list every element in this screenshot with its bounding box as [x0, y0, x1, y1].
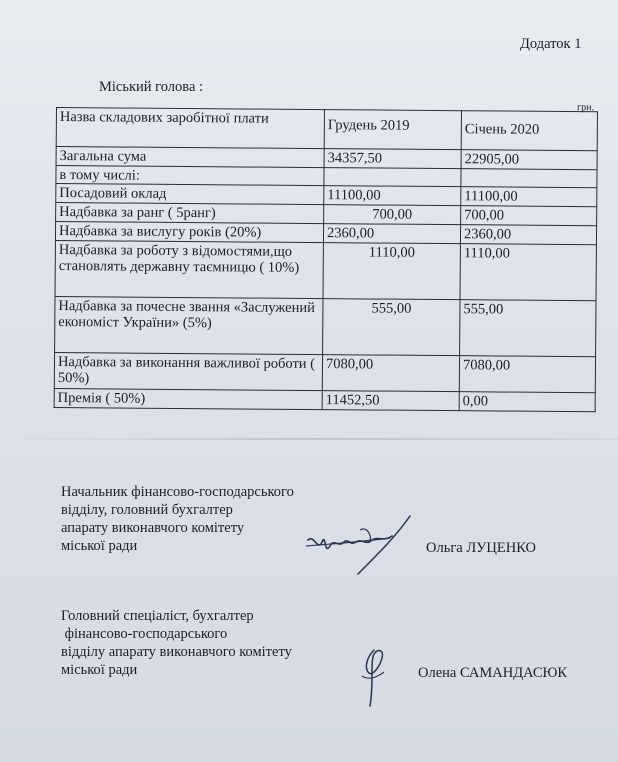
salary-table — [54, 102, 598, 412]
signer2-title-line: фінансово-господарського — [61, 626, 228, 642]
row-jan: 0,00 — [459, 392, 595, 412]
row-name: Надбавка за ранг ( 5ранг) — [56, 203, 324, 224]
table-header-row — [56, 108, 597, 151]
currency-unit: грн. — [577, 102, 595, 114]
table-row — [54, 352, 595, 392]
row-jan: 1110,00 — [460, 244, 596, 301]
row-jan — [461, 169, 597, 188]
row-jan: 2360,00 — [460, 225, 596, 245]
appendix-label: Додаток 1 — [520, 36, 582, 52]
row-name: Премія ( 50%) — [54, 388, 322, 409]
row-jan: 11100,00 — [461, 187, 597, 207]
signer2-title-line: відділу апарату виконавчого комітету — [61, 644, 292, 660]
row-name: Надбавка за виконання важливої роботи ( 50%) — [54, 352, 322, 390]
row-dec: 7080,00 — [322, 355, 459, 392]
row-jan: 7080,00 — [459, 356, 595, 393]
row-jan: 555,00 — [460, 300, 596, 357]
signature-1 — [300, 512, 420, 584]
signer2-title-line: Головний спеціаліст, бухгалтер — [61, 608, 254, 624]
column-header-jan: грн. Січень 2020 — [461, 111, 597, 151]
signer1-title-line: Начальник фінансово-господарського — [61, 484, 294, 500]
row-dec: 11452,50 — [322, 391, 459, 411]
row-dec: 34357,50 — [324, 149, 461, 169]
row-dec: 555,00 — [323, 299, 460, 356]
table-row — [55, 240, 596, 300]
table-row — [54, 388, 595, 411]
row-dec: 2360,00 — [323, 224, 460, 244]
signer1-title-line: апарату виконавчого комітету — [61, 520, 245, 536]
signer1-name: Ольга ЛУЦЕНКО — [426, 540, 537, 556]
signer1-title-line: міської ради — [61, 538, 138, 554]
row-jan: 22905,00 — [461, 150, 597, 170]
row-name: Посадовий оклад — [56, 184, 324, 205]
row-name: Надбавка за почесне звання «Заслужений економіст України» (5%) — [55, 296, 323, 354]
row-dec: 11100,00 — [324, 186, 461, 206]
signature-2 — [352, 642, 392, 714]
paper-fold — [0, 438, 618, 440]
row-dec: 1110,00 — [323, 243, 460, 300]
row-name: Надбавка за роботу з відомостями,що становлять державну таємницю ( 10%) — [55, 240, 323, 298]
signer2-name: Олена САМАНДАСЮК — [418, 665, 568, 681]
row-dec — [324, 168, 461, 187]
table-row — [55, 296, 596, 356]
column-header-name: Назва складових заробітної плати — [56, 108, 324, 149]
row-name: в тому числі: — [56, 166, 324, 186]
row-dec: 700,00 — [324, 205, 461, 225]
row-jan: 700,00 — [461, 206, 597, 226]
row-name: Загальна сума — [56, 147, 324, 168]
signer1-title-line: відділу, головний бухгалтер — [61, 502, 233, 518]
signer2-title-line: міської ради — [61, 662, 138, 678]
column-header-dec: Грудень 2019 — [324, 110, 461, 150]
position-title: Міський голова : — [99, 79, 204, 95]
row-name: Надбавка за вислугу років (20%) — [55, 222, 323, 243]
